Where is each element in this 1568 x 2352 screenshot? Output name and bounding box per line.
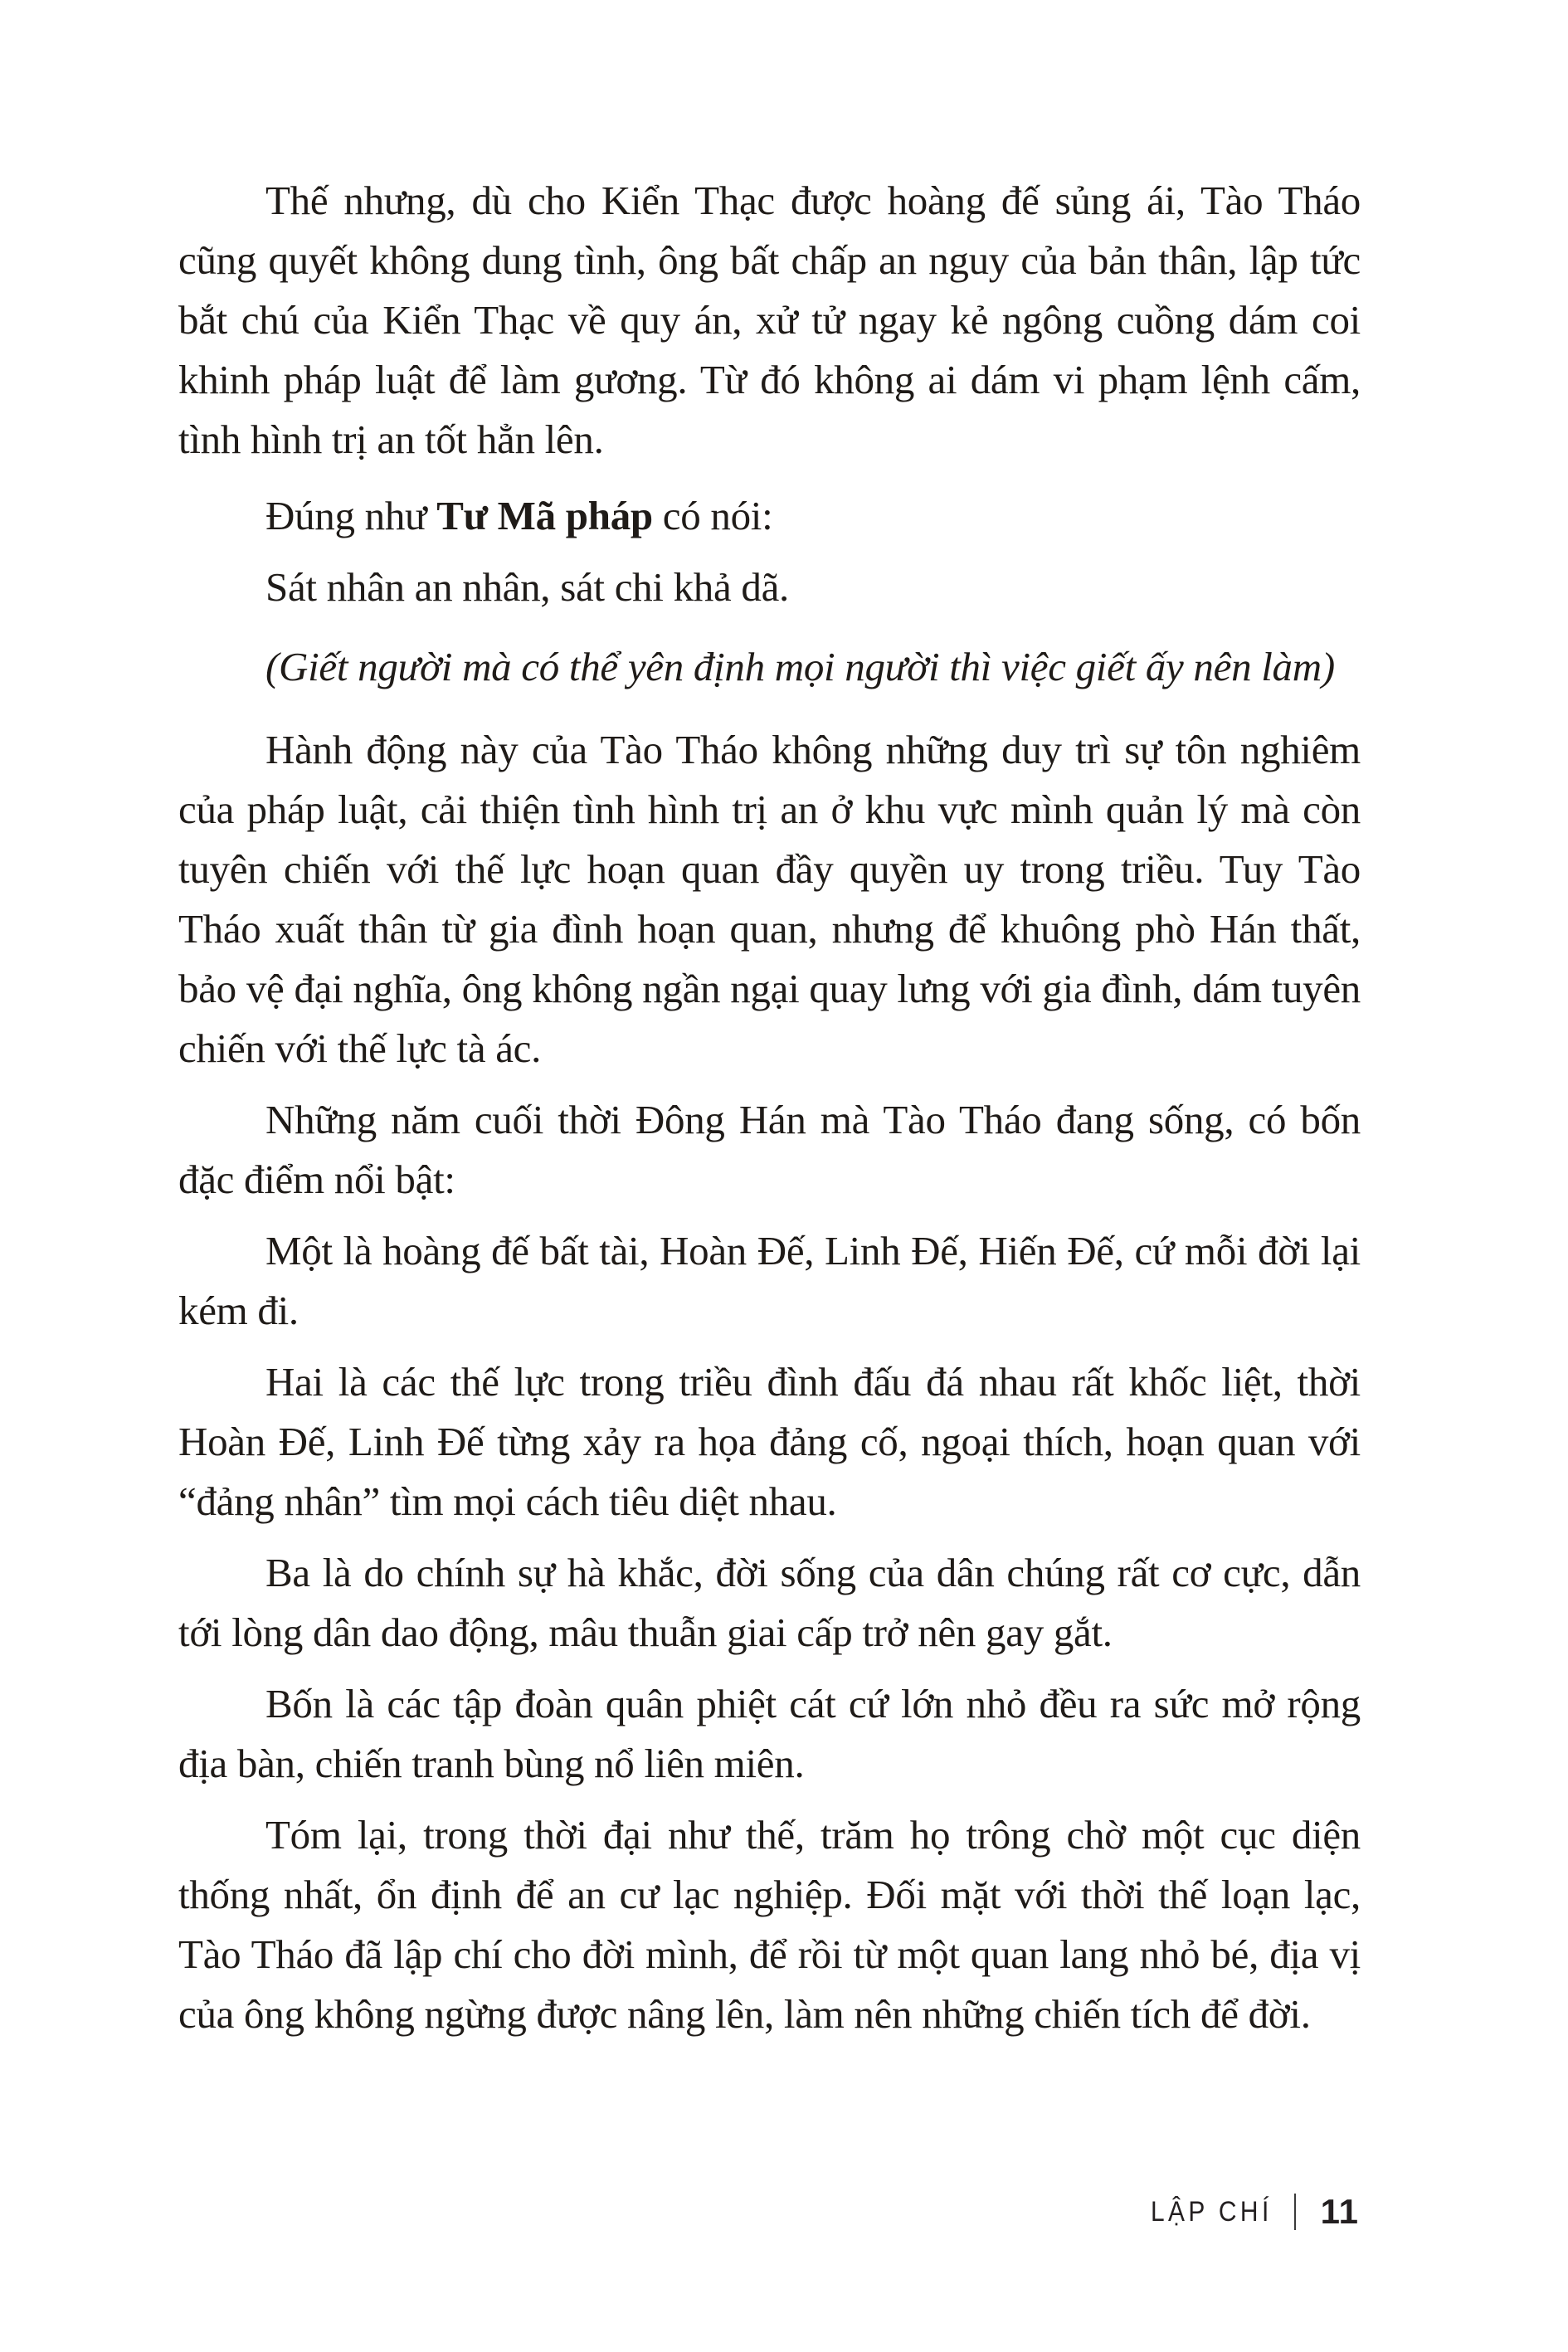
page-footer bbox=[1134, 2192, 1359, 2232]
paragraph: Tóm lại, trong thời đại như thế, trăm họ trông chờ một cục diện thống nhất, ổn định để an cư lạc nghiệp. Đối mặt với thời thế loạn lạc, Tào Tháo đã lập chí cho đời mình, để rồi từ một quan lang nhỏ bé, địa vị của ông không ngừng được nâng lên, làm nên những chiến tích để đời. bbox=[178, 1812, 1361, 2037]
paragraph: Một là hoàng đế bất tài, Hoàn Đế, Linh Đế, Hiến Đế, cứ mỗi đời lại kém đi. bbox=[178, 1228, 1361, 1333]
paragraph: Bốn là các tập đoàn quân phiệt cát cứ lớn nhỏ đều ra sức mở rộng địa bàn, chiến tranh bùng nổ liên miên. bbox=[178, 1681, 1361, 1786]
paragraph: Những năm cuối thời Đông Hán mà Tào Tháo đang sống, có bốn đặc điểm nổi bật: bbox=[178, 1097, 1361, 1202]
bold-term: Tư Mã pháp bbox=[436, 493, 653, 538]
page-number: 11 bbox=[1320, 2192, 1359, 2231]
paragraph: Ba là do chính sự hà khắc, đời sống của dân chúng rất cơ cực, dẫn tới lòng dân dao động, mâu thuẫn giai cấp trở nên gay gắt. bbox=[178, 1550, 1361, 1655]
paragraph: Thế nhưng, dù cho Kiển Thạc được hoàng đế sủng ái, Tào Tháo cũng quyết không dung tình, ông bất chấp an nguy của bản thân, lập tức bắt chú của Kiển Thạc về quy án, xử tử ngay kẻ ngông cuồng dám coi khinh pháp luật để làm gương. Từ đó không ai dám vi phạm lệnh cấm, tình hình trị an tốt hẳn lên. bbox=[178, 178, 1361, 462]
running-head: LẬP CHÍ bbox=[1150, 2195, 1273, 2228]
paragraph: Hai là các thế lực trong triều đình đấu đá nhau rất khốc liệt, thời Hoàn Đế, Linh Đế từng xảy ra họa đảng cố, ngoại thích, hoạn quan với “đảng nhân” tìm mọi cách tiêu diệt nhau. bbox=[178, 1359, 1361, 1524]
quote-line: Sát nhân an nhân, sát chi khả dã. bbox=[265, 564, 790, 610]
paragraph-with-bold-term bbox=[178, 486, 1361, 546]
paragraph-text: Đúng như bbox=[265, 493, 437, 538]
paragraph: Hành động này của Tào Tháo không những duy trì sự tôn nghiêm của pháp luật, cải thiện tình hình trị an ở khu vực mình quản lý mà còn tuyên chiến với thế lực hoạn quan đầy quyền uy trong triều. Tuy Tào Tháo xuất thân từ gia đình hoạn quan, nhưng để khuông phò Hán thất, bảo vệ đại nghĩa, ông không ngần ngại quay lưng với gia đình, dám tuyên chiến với thế lực tà ác. bbox=[178, 727, 1361, 1071]
footer-divider bbox=[1294, 2194, 1296, 2230]
quote-translation: (Giết người mà có thể yên định mọi người thì việc giết ấy nên làm) bbox=[265, 644, 1335, 689]
paragraph-text: có nói: bbox=[652, 493, 773, 538]
page-body-text bbox=[178, 171, 1361, 2056]
